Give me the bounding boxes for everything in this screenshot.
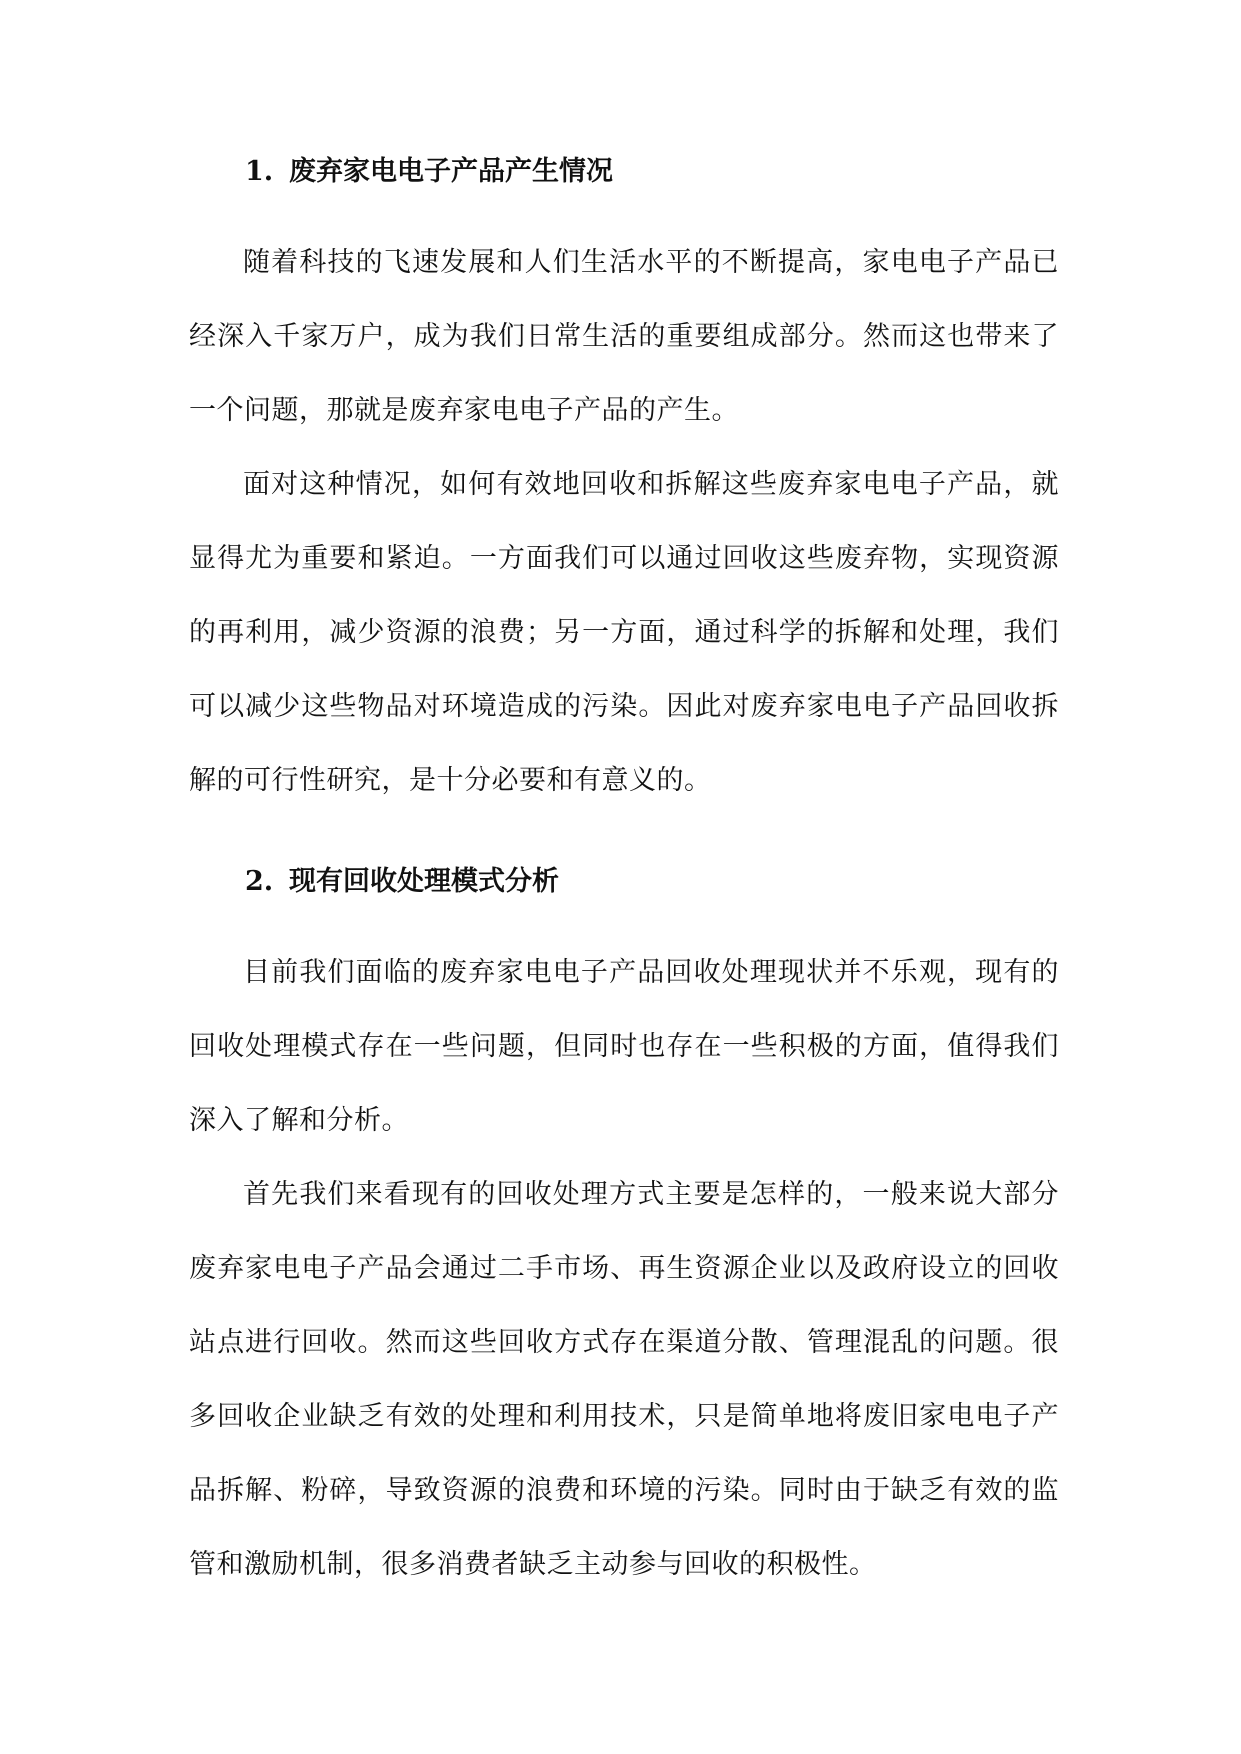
section-1-paragraph-2: 面对这种情况，如何有效地回收和拆解这些废弃家电电子产品，就显得尤为重要和紧迫。一方面我们可以通过回收这些废弃物，实现资源的再利用，减少资源的浪费；另一方面，通过科学的拆解和处理，我们可以减少这些物品对环境造成的污染。因此对废弃家电电子产品回收拆解的可行性研究，是十分必要和有意义的。 [189,469,1059,796]
section-2-title: 现有回收处理模式分析 [289,866,559,897]
section-1-number: 1. [245,156,274,187]
section-2-heading [189,862,1059,902]
section-1-paragraph-1: 随着科技的飞速发展和人们生活水平的不断提高，家电电子产品已经深入千家万户，成为我们日常生活的重要组成部分。然而这也带来了一个问题，那就是废弃家电电子产品的产生。 [189,247,1059,426]
section-2-paragraph-2: 首先我们来看现有的回收处理方式主要是怎样的，一般来说大部分废弃家电电子产品会通过二手市场、再生资源企业以及政府设立的回收站点进行回收。然而这些回收方式存在渠道分散、管理混乱的问题。很多回收企业缺乏有效的处理和利用技术，只是简单地将废旧家电电子产品拆解、粉碎，导致资源的浪费和环境的污染。同时由于缺乏有效的监管和激励机制，很多消费者缺乏主动参与回收的积极性。 [189,1179,1059,1580]
section-spacer [189,818,1059,862]
section-1-heading [189,152,1059,192]
section-2-paragraph-1: 目前我们面临的废弃家电电子产品回收处理现状并不乐观，现有的回收处理模式存在一些问题，但同时也存在一些积极的方面，值得我们深入了解和分析。 [189,957,1059,1136]
section-2-number: 2. [245,866,274,897]
document-body [189,152,1059,1602]
section-1-title: 废弃家电电子产品产生情况 [289,156,613,187]
